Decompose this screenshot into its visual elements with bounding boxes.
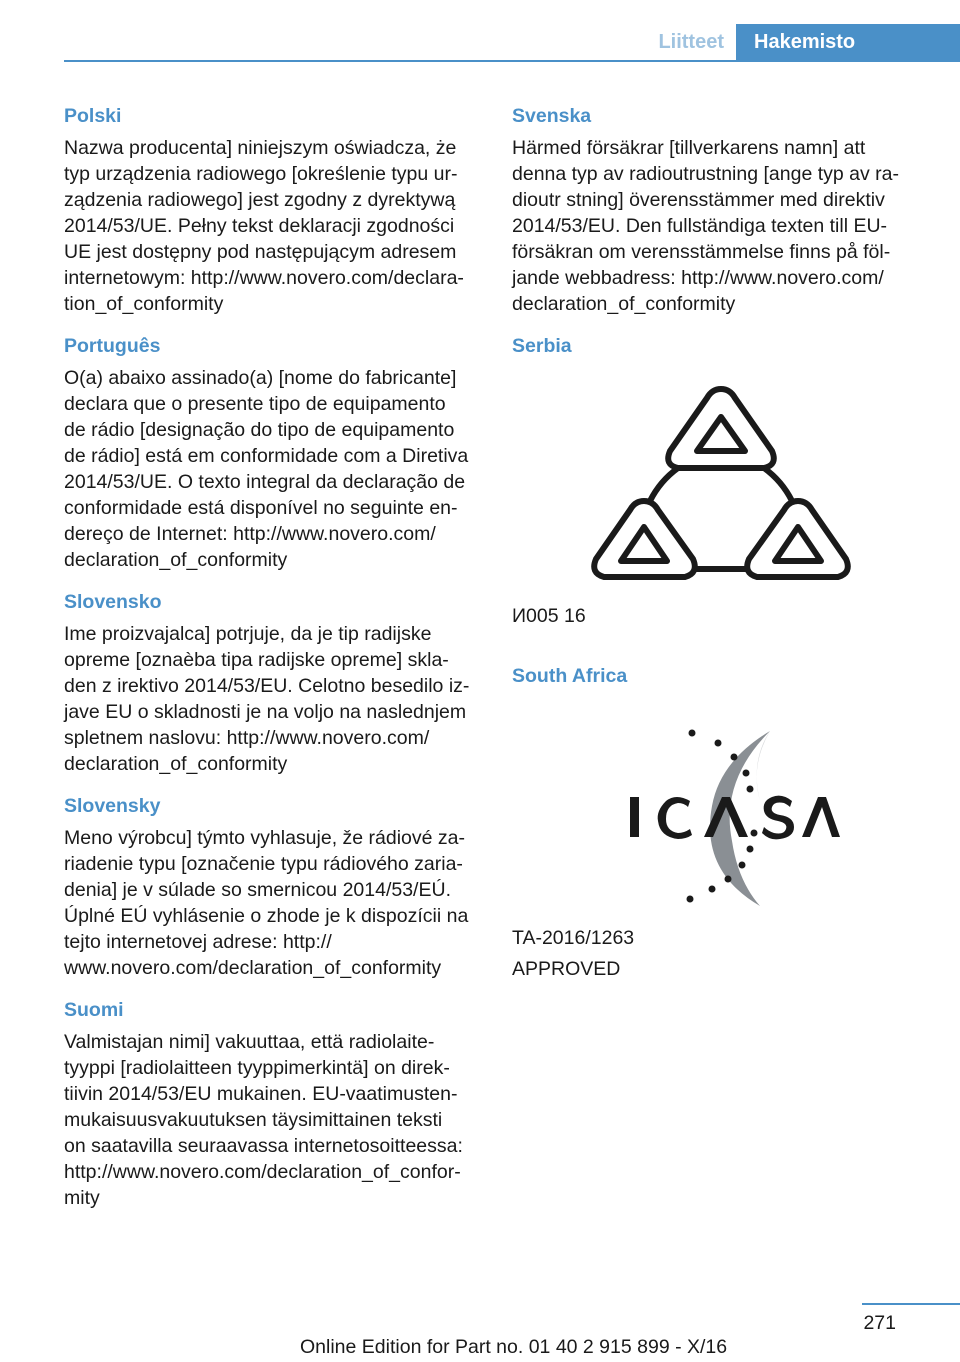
left-column [64,103,478,1227]
approval-status: APPROVED [512,958,621,980]
text-line: Härmed försäkrar [tillverkarens namn] att [512,137,866,159]
text-line: declaration_of_conformity [512,293,736,315]
section-heading: Suomi [64,999,124,1021]
section-heading: Slovensko [64,591,162,613]
edition-line: Online Edition for Part no. 01 40 2 915 899 - X/16 [300,1336,728,1358]
section-body [64,825,478,981]
text-line: Ime proizvajalca] potrjuje, da je tip radijske [64,623,432,645]
page-number: 271 [863,1312,896,1334]
text-line: UE jest dostępny pod następującym adresem [64,241,457,263]
text-line: typ urządzenia radiowego [określenie typu ur- [64,163,458,185]
text-line: 2014/53/UE. Pełny tekst deklaracji zgodności [64,215,455,237]
right-column [512,103,912,998]
text-line: tyyppi [radiolaitteen tyyppimerkintä] on direk- [64,1057,450,1079]
icasa-logo-icon [620,721,840,911]
section-heading: Svenska [512,105,592,127]
text-line: O(a) abaixo assinado(a) [nome do fabricante] [64,367,457,389]
footer-rule [862,1303,960,1305]
text-line: on saatavilla seuraavassa internetosoitteessa: [64,1135,463,1157]
section-body [64,1029,478,1211]
text-line: mity [64,1187,100,1209]
section-polski [64,103,478,317]
text-line: declara que o presente tipo de equipamento [64,393,446,415]
text-line: denna typ av radioutrustning [ange typ av ra- [512,163,899,185]
section-slovensko [64,589,478,777]
serbia-code: И005 16 [512,605,586,627]
text-line: jave EU o skladnosti je na voljo na naslednjem [64,701,467,723]
approval-number: TA-2016/1263 [512,927,635,949]
section-suomi [64,997,478,1211]
section-body [64,135,478,317]
text-line: Nazwa producenta] niniejszym oświadcza, że [64,137,457,159]
header-rule [64,60,960,62]
text-line: Valmistajan nimi] vakuuttaa, että radiolaite- [64,1031,435,1053]
text-line: de rádio] está em conformidade com a Diretiva [64,445,469,467]
text-line: conformidade está disponível no seguinte en- [64,497,458,519]
text-line: Meno výrobcu] týmto vyhlasuje, že rádiové za- [64,827,466,849]
text-line: internetowym: http://www.novero.com/declara- [64,267,464,289]
section-heading: South Africa [512,665,628,687]
text-line: Úplné EÚ vyhlásenie o zhode je k dispozícii na [64,905,469,927]
text-line: 2014/53/EU. Den fullständiga texten till EU- [512,215,888,237]
section-heading: Polski [64,105,122,127]
section-serbia [512,333,912,629]
text-line: jande webbadress: http://www.novero.com/ [512,267,884,289]
section-slovensky [64,793,478,981]
text-line: http://www.novero.com/declaration_of_confor- [64,1161,461,1183]
text-line: tejto internetovej adrese: http:// [64,931,332,953]
text-line: mukaisuusvakuutuksen täysimittainen teksti [64,1109,443,1131]
text-line: www.novero.com/declaration_of_conformity [64,957,442,979]
section-body [64,365,478,573]
text-line: 2014/53/UE. O texto integral da declaração de [64,471,466,493]
text-line: tion_of_conformity [64,293,224,315]
text-line: tiivin 2014/53/EU mukainen. EU-vaatimusten- [64,1083,458,1105]
text-line: riadenie typu [označenie typu rádiového zaria- [64,853,463,875]
text-line: spletnem naslovu: http://www.novero.com/ [64,727,430,749]
text-line: ządzenia radiowego] jest zgodny z dyrektywą [64,189,456,211]
text-line: declaration_of_conformity [64,549,288,571]
approval-block [512,925,912,982]
text-line: opreme [oznaèba tipa radijske opreme] skla- [64,649,449,671]
tab-index[interactable]: Hakemisto [736,24,960,60]
text-line: denia] je v súlade so smernicou 2014/53/EÚ. [64,879,451,901]
section-body [64,621,478,777]
text-line: declaration_of_conformity [64,753,288,775]
section-svenska [512,103,912,317]
section-heading: Serbia [512,335,572,357]
text-line: de rádio [designação do tipo de equipamento [64,419,455,441]
section-heading: Slovensky [64,795,161,817]
text-line: försäkran om verensstämmelse finns på föl- [512,241,891,263]
text-line: dereço de Internet: http://www.novero.com/ [64,523,436,545]
section-body [512,135,912,317]
section-south-africa [512,663,912,982]
tab-appendix[interactable]: Liitteet [658,31,724,53]
text-line: dioutr stning] överensstämmer med direktiv [512,189,885,211]
text-line: den z irektivo 2014/53/EU. Celotno besedilo iz- [64,675,470,697]
serbia-conformity-mark-icon [590,381,852,591]
section-portugues [64,333,478,573]
section-heading: Português [64,335,161,357]
